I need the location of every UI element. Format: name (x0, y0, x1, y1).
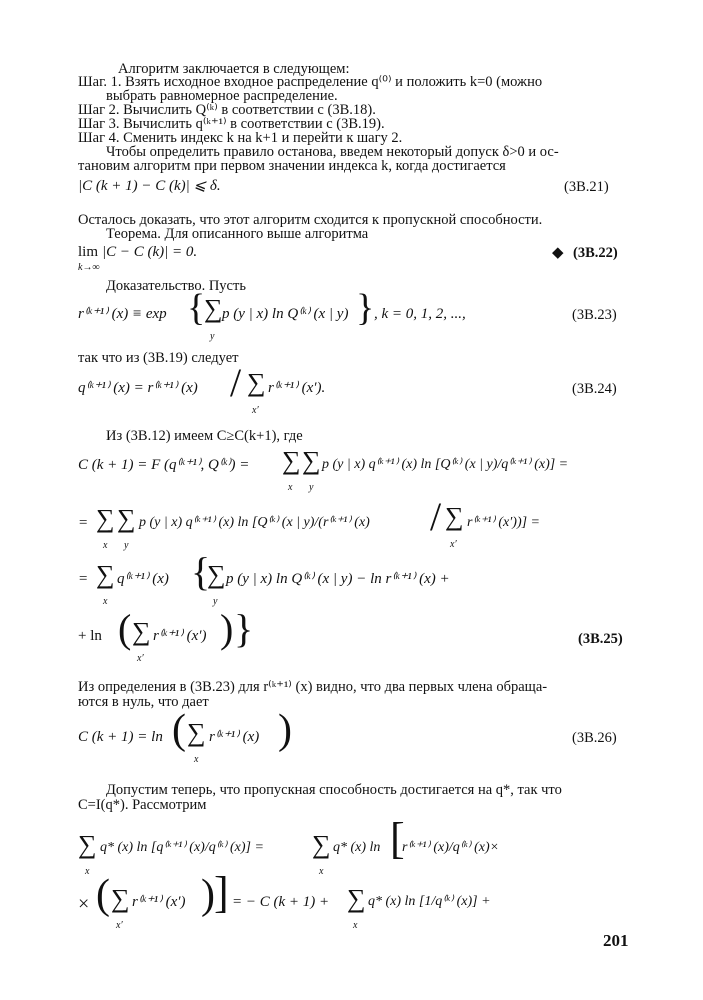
sum-symbol: ∑ (78, 830, 97, 859)
equation-3b25d-body: r⁽ᵏ⁺¹⁾ (x′) (153, 628, 207, 644)
text-line-step3: Шаг 3. Вычислить q⁽ᵏ⁺¹⁾ в соответствии с (3В.19). (78, 116, 385, 132)
theorem-line: Теорема. Для описанного выше алгоритма (106, 226, 369, 242)
text-line: Из определения в (3В.23) для r⁽ᵏ⁺¹⁾ (x) видно, что два первых члена обраща- (78, 679, 548, 695)
sum-index: x (103, 540, 108, 551)
equation-3b24-body: r⁽ᵏ⁺¹⁾ (x′). (268, 380, 326, 396)
equation-number: (3В.25) (578, 631, 623, 647)
sum-symbol: ∑ (132, 617, 151, 646)
fraction-slash: / (430, 494, 442, 539)
equation-number: (3В.26) (572, 730, 617, 746)
text-line: Осталось доказать, что этот алгоритм сходится к пропускной способности. (78, 212, 543, 228)
sum-symbol: ∑ (117, 504, 136, 533)
text-line: Допустим теперь, что пропускная способность достигается на q*, так что (106, 782, 562, 798)
right-brace: } (356, 287, 375, 329)
sum-symbol: ∑ (445, 502, 464, 531)
sum-index: x (85, 866, 90, 877)
page-number: 201 (603, 931, 629, 950)
text-line-step2: Шаг 2. Вычислить Q⁽ᵏ⁾ в соответствии с (3В.18). (78, 102, 376, 118)
right-bracket: ] (214, 868, 229, 917)
equation-final-line2-end: = − C (k + 1) + (232, 894, 330, 910)
equation-3b25a-left: C (k + 1) = F (q⁽ᵏ⁺¹⁾, Q⁽ᵏ⁾) = (78, 457, 250, 473)
sum-index: y (309, 482, 314, 493)
equation-3b23-right: , k = 0, 1, 2, ..., (374, 306, 466, 322)
text-line: Чтобы определить правило останова, введем некоторый допуск δ>0 и ос- (106, 144, 559, 160)
equation-final-body-3: r⁽ᵏ⁺¹⁾ (x)/q⁽ᵏ⁾ (x)× (402, 840, 500, 855)
equation-3b25b-end: r⁽ᵏ⁺¹⁾ (x′))] = (467, 515, 541, 530)
left-paren: ( (118, 606, 132, 651)
proof-line: Доказательство. Пусть (106, 278, 246, 294)
equation-3b23-left: r⁽ᵏ⁺¹⁾ (x) ≡ exp (78, 306, 167, 322)
sum-index: x (353, 920, 358, 931)
equation-final-line2-tail: q* (x) ln [1/q⁽ᵏ⁾ (x)] + (368, 894, 491, 909)
equation-3b25c-start: = (78, 571, 89, 587)
sum-index: x (288, 482, 293, 493)
equation-3b23-body: p (y | x) ln Q⁽ᵏ⁾ (x | y) (222, 306, 349, 322)
equation-final-body: q* (x) ln [q⁽ᵏ⁺¹⁾ (x)/q⁽ᵏ⁾ (x)] = (100, 840, 264, 855)
sum-index: x′ (116, 920, 123, 931)
text-line: ются в нуль, что дает (78, 694, 209, 710)
sum-index: x (103, 596, 108, 607)
equation-number: (3В.21) (564, 179, 609, 195)
text-line: C=I(q*). Рассмотрим (78, 797, 207, 813)
equation-3b25d-start: + ln (78, 628, 102, 644)
equation-3b25b-body: p (y | x) q⁽ᵏ⁺¹⁾ (x) ln [Q⁽ᵏ⁾ (x | y)/(r⁽ᵏ⁺¹⁾ (x) (139, 515, 370, 530)
sum-symbol: ∑ (96, 504, 115, 533)
sum-index: x′ (137, 653, 144, 664)
equation-3b25a-body: p (y | x) q⁽ᵏ⁺¹⁾ (x) ln [Q⁽ᵏ⁾ (x | y)/q⁽ᵏ⁺¹⁾ (x)] = (322, 457, 569, 472)
sum-index: x (319, 866, 324, 877)
sum-index: x (194, 754, 199, 765)
left-brace: { (191, 549, 211, 594)
equation-3b25c-body: p (y | x) ln Q⁽ᵏ⁾ (x | y) − ln r⁽ᵏ⁺¹⁾ (x) + (226, 571, 450, 587)
sum-index: x′ (252, 405, 259, 416)
equation-3b25c-q: q⁽ᵏ⁺¹⁾ (x) (117, 571, 169, 587)
right-paren: ) (201, 872, 215, 918)
sum-symbol: ∑ (302, 446, 321, 475)
sum-index: y (210, 331, 215, 342)
left-bracket: [ (390, 814, 405, 863)
right-paren: ) (278, 707, 292, 753)
end-of-theorem-diamond-icon: ◆ (552, 245, 564, 261)
equation-3b26-body: r⁽ᵏ⁺¹⁾ (x) (209, 729, 260, 745)
text-line: так что из (3В.19) следует (78, 350, 239, 366)
left-paren: ( (96, 872, 110, 918)
equation-3b24-left: q⁽ᵏ⁺¹⁾ (x) = r⁽ᵏ⁺¹⁾ (x) (78, 380, 198, 396)
right-brace: } (234, 606, 254, 651)
sum-symbol: ∑ (96, 560, 115, 589)
sum-index: y (124, 540, 129, 551)
text-line: Из (3В.12) имеем C≥C(k+1), где (106, 428, 303, 444)
sum-symbol: ∑ (347, 884, 366, 913)
sum-symbol: ∑ (207, 560, 226, 589)
equation-number: (3В.22) (573, 245, 618, 261)
equation-number: (3В.24) (572, 381, 617, 397)
sum-symbol: ∑ (204, 294, 223, 323)
limit-operator: lim (78, 244, 99, 260)
equation-3b21: |C (k + 1) − C (k)| ⩽ δ. (78, 178, 221, 194)
text-line: выбрать равномерное распределение. (106, 88, 338, 104)
limit-subscript: k→∞ (78, 262, 100, 273)
equation-3b26-left: C (k + 1) = ln (78, 729, 163, 745)
sum-symbol: ∑ (247, 368, 266, 397)
sum-symbol: ∑ (111, 884, 130, 913)
equation-3b25b-start: = (78, 515, 89, 531)
left-brace: { (187, 287, 206, 329)
sum-index: x′ (450, 539, 457, 550)
text-line-step4: Шаг 4. Сменить индекс k на k+1 и перейти к шагу 2. (78, 130, 403, 146)
text-line: Алгоритм заключается в следующем: (118, 61, 350, 77)
times-sign: × (78, 893, 90, 915)
sum-symbol: ∑ (187, 718, 206, 747)
sum-symbol: ∑ (312, 830, 331, 859)
equation-final-line2-body: r⁽ᵏ⁺¹⁾ (x′) (132, 894, 186, 910)
sum-symbol: ∑ (282, 446, 301, 475)
fraction-slash: / (230, 360, 242, 405)
left-paren: ( (172, 707, 186, 753)
text-line-step1: Шаг. 1. Взять исходное входное распределение q⁽⁰⁾ и положить k=0 (можно (78, 74, 543, 90)
equation-3b22: |C − C (k)| = 0. (102, 244, 198, 260)
sum-index: y (213, 596, 218, 607)
equation-final-body-2: q* (x) ln (333, 840, 381, 855)
text-line: тановим алгоритм при первом значении индекса k, когда достигается (78, 158, 506, 174)
equation-number: (3В.23) (572, 307, 617, 323)
right-paren: ) (220, 606, 234, 651)
